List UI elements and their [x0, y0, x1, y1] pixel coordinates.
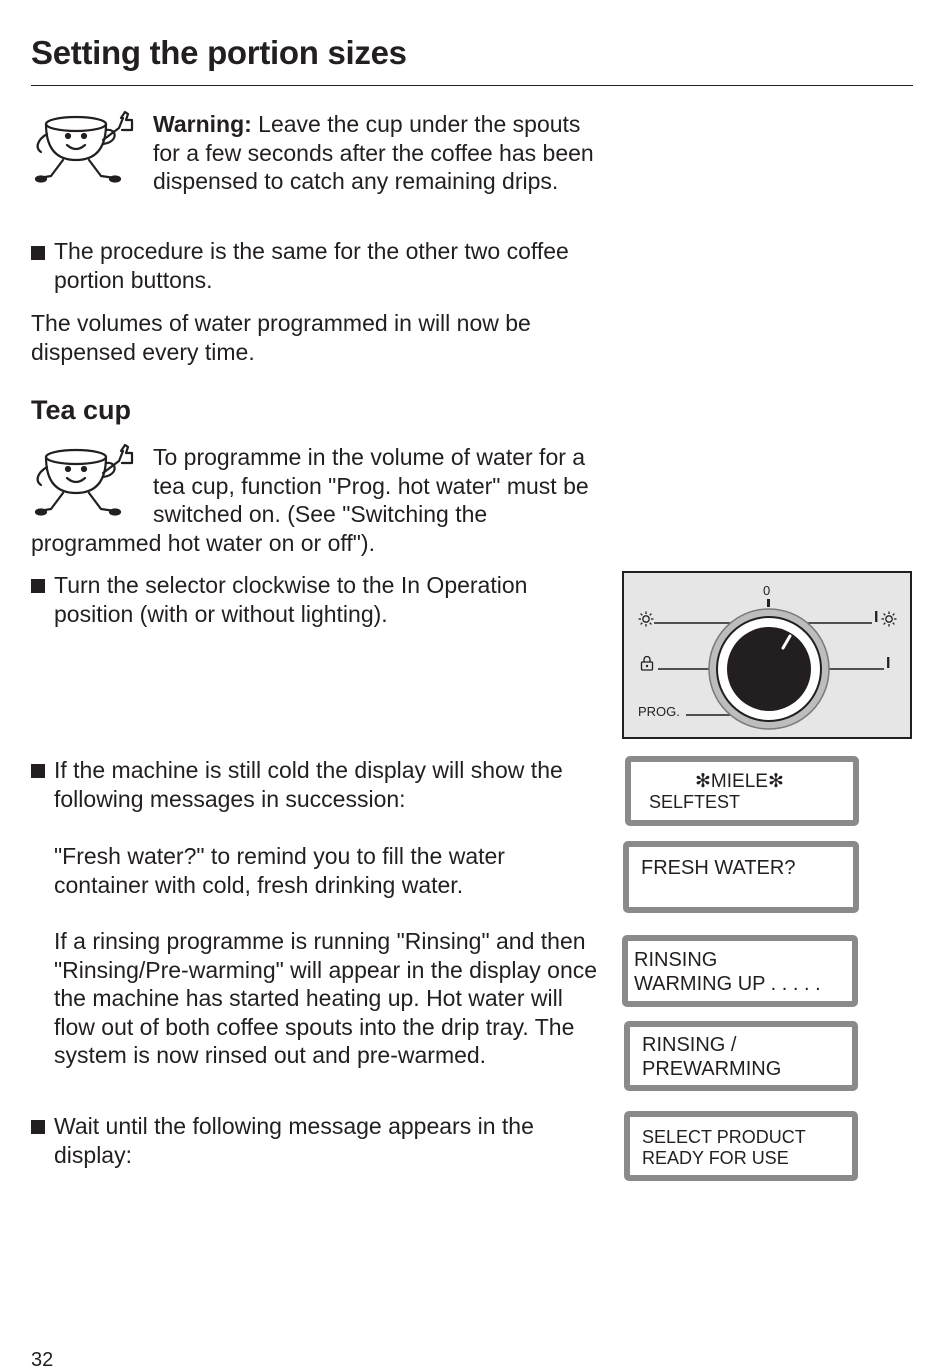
rinsing-paragraph: If a rinsing programme is running "Rinsing" and then "Rinsing/Pre-warming" will appear in the display once the machine has started heating up. Hot water will flow out of both coffee spouts into the drip tray. The system is now rinsed out and pre-warmed.: [54, 928, 598, 1069]
selector-dial-panel: [622, 571, 912, 739]
display-line: RINSING: [634, 949, 718, 971]
page-title: Setting the portion sizes: [31, 34, 407, 71]
display-fresh-water: [623, 841, 859, 913]
bullet-marker: [31, 1120, 45, 1134]
warning-block: [31, 110, 606, 196]
cup-mascot-icon: [31, 443, 153, 527]
bullet-wait: Wait until the following message appears in the display:: [54, 1113, 534, 1168]
section-title-tea-cup: Tea cup: [31, 395, 132, 425]
title-rule: [31, 85, 913, 86]
bullet-marker: [31, 579, 45, 593]
display-select-product: [624, 1111, 858, 1181]
tea-cup-note: [31, 443, 606, 557]
volumes-paragraph: The volumes of water programmed in will now be dispensed every time.: [31, 310, 531, 365]
warning-label: Warning:: [153, 111, 252, 137]
display-miele-selftest: [625, 756, 859, 826]
dial-on-mark: I: [886, 655, 891, 672]
page-number: 32: [31, 1349, 54, 1371]
warning-text: Leave the cup under the spouts for a few seconds after the coffee has been dispensed to catch any remaining drips.: [153, 111, 594, 195]
light-icon: [638, 611, 654, 632]
dial-on-light-mark: I: [874, 609, 879, 626]
bullet-same-procedure: The procedure is the same for the other two coffee portion buttons.: [54, 238, 569, 293]
display-line: SELECT PRODUCT: [642, 1127, 806, 1147]
tea-cup-note-text: To programme in the volume of water for a tea cup, function "Prog. hot water" must be switched on. (See "Switching the programmed hot water on or off").: [31, 444, 589, 556]
display-line: READY FOR USE: [642, 1148, 789, 1168]
display-line: RINSING /: [642, 1034, 737, 1056]
bullet-marker: [31, 246, 45, 260]
light-icon: [881, 611, 897, 632]
display-line: PREWARMING: [642, 1058, 782, 1080]
cup-mascot-icon: [31, 110, 153, 194]
dial-zero-label: 0: [763, 583, 771, 598]
display-rinsing-warming-up: [622, 935, 858, 1007]
display-line: ✻MIELE✻: [695, 771, 784, 792]
dial-prog-label: PROG.: [638, 704, 680, 719]
display-line: FRESH WATER?: [641, 857, 796, 879]
bullet-turn-selector: Turn the selector clockwise to the In Operation position (with or without lighting).: [54, 572, 528, 627]
bullet-machine-cold: If the machine is still cold the display will show the following messages in succession:: [54, 757, 563, 812]
lock-icon: [640, 655, 654, 676]
bullet-marker: [31, 764, 45, 778]
display-line: WARMING UP . . . . .: [634, 973, 821, 995]
display-line: SELFTEST: [649, 792, 741, 812]
display-rinsing-prewarming: [624, 1021, 858, 1091]
fresh-water-paragraph: "Fresh water?" to remind you to fill the water container with cold, fresh drinking water.: [54, 843, 505, 898]
